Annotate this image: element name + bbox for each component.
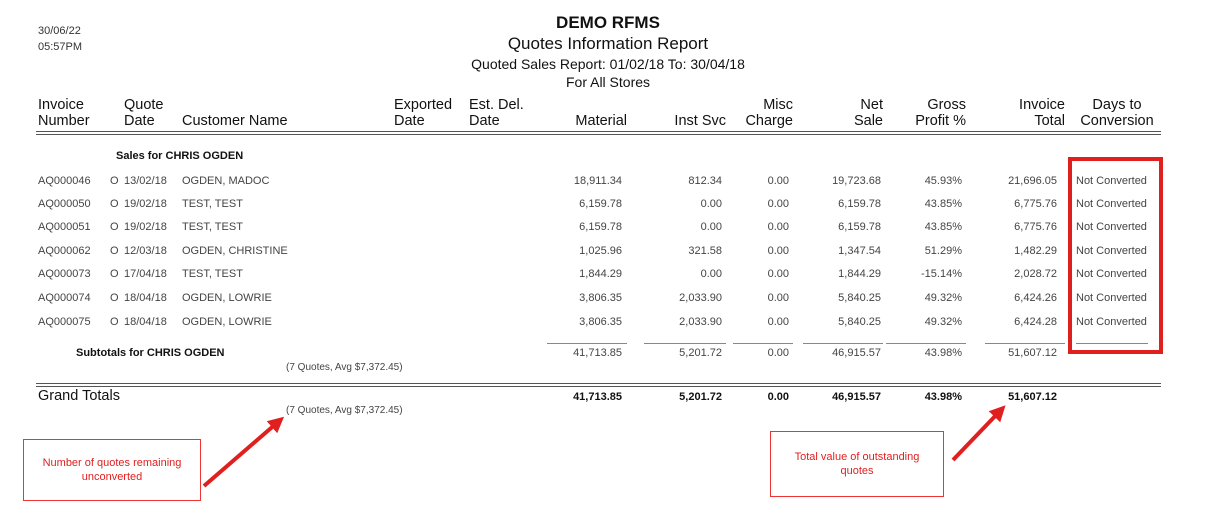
customer-name: OGDEN, MADOC <box>182 175 270 187</box>
inst-svc-value: 321.58 <box>688 245 722 257</box>
customer-name: TEST, TEST <box>182 221 243 233</box>
days-to-conversion-value: Not Converted <box>1076 175 1147 187</box>
invoice-total-value: 6,424.28 <box>1014 316 1057 328</box>
header-invoice-number: Invoice Number <box>38 97 90 129</box>
quote-date: 17/04/18 <box>124 268 167 280</box>
quote-date: 12/03/18 <box>124 245 167 257</box>
net-sale-value: 1,347.54 <box>838 245 881 257</box>
misc-charge-value: 0.00 <box>767 198 789 210</box>
arrow-to-grand-summary <box>204 422 278 486</box>
invoice-total-value: 6,775.76 <box>1014 198 1057 210</box>
inst-svc-value: 2,033.90 <box>679 316 722 328</box>
subtotal-invoice-total: 51,607.12 <box>1008 347 1057 359</box>
header-gross-profit: Gross Profit % <box>915 97 966 129</box>
net-sale-value: 1,844.29 <box>838 268 881 280</box>
inst-svc-value: 0.00 <box>700 198 722 210</box>
status-flag: O <box>110 268 119 280</box>
arrow-to-grand-total <box>953 411 1000 460</box>
report-stores: For All Stores <box>565 74 651 90</box>
grand-total-summary: (7 Quotes, Avg $7,372.45) <box>286 405 403 416</box>
material-value: 3,806.35 <box>579 292 622 304</box>
customer-name: OGDEN, LOWRIE <box>182 316 272 328</box>
gross-profit-value: 49.32% <box>924 316 962 328</box>
days-to-conversion-value: Not Converted <box>1076 245 1147 257</box>
subtotal-inst-svc: 5,201.72 <box>679 347 722 359</box>
material-value: 18,911.34 <box>573 175 622 187</box>
misc-charge-value: 0.00 <box>767 316 789 328</box>
material-value: 1,025.96 <box>579 245 622 257</box>
misc-charge-value: 0.00 <box>767 175 789 187</box>
material-value: 1,844.29 <box>579 268 622 280</box>
customer-name: OGDEN, CHRISTINE <box>182 245 288 257</box>
status-flag: O <box>110 245 119 257</box>
invoice-total-value: 2,028.72 <box>1014 268 1057 280</box>
invoice-number: AQ000073 <box>38 268 91 280</box>
invoice-number: AQ000046 <box>38 175 91 187</box>
status-flag: O <box>110 316 119 328</box>
quote-date: 18/04/18 <box>124 292 167 304</box>
inst-svc-value: 0.00 <box>700 221 722 233</box>
grand-total-label: Grand Totals <box>38 388 120 404</box>
inst-svc-value: 812.34 <box>688 175 722 187</box>
material-value: 6,159.78 <box>579 198 622 210</box>
group-label: Sales for CHRIS OGDEN <box>116 150 244 162</box>
status-flag: O <box>110 175 119 187</box>
header-material: Material <box>575 113 627 129</box>
unconverted-quotes-callout-text: Number of quotes remaining unconverted <box>42 457 182 483</box>
report-date: 30/06/22 <box>38 25 81 37</box>
grand-gross-profit: 43.98% <box>924 391 962 403</box>
gross-profit-value: 45.93% <box>924 175 962 187</box>
days-to-conversion-value: Not Converted <box>1076 268 1147 280</box>
outstanding-value-callout-text: Total value of outstanding quotes <box>794 451 920 477</box>
status-flag: O <box>110 292 119 304</box>
days-to-conversion-value: Not Converted <box>1076 221 1147 233</box>
net-sale-value: 6,159.78 <box>838 221 881 233</box>
subtotal-material: 41,713.85 <box>573 347 622 359</box>
header-misc-charge: Misc Charge <box>745 97 793 129</box>
gross-profit-value: 49.32% <box>924 292 962 304</box>
invoice-number: AQ000074 <box>38 292 91 304</box>
inst-svc-value: 2,033.90 <box>679 292 722 304</box>
report-range: Quoted Sales Report: 01/02/18 To: 30/04/18 <box>471 56 745 72</box>
gross-profit-value: 51.29% <box>924 245 962 257</box>
invoice-total-value: 6,424.26 <box>1014 292 1057 304</box>
grand-material: 41,713.85 <box>573 391 622 403</box>
material-value: 6,159.78 <box>579 221 622 233</box>
days-to-conversion-value: Not Converted <box>1076 316 1147 328</box>
invoice-total-value: 6,775.76 <box>1014 221 1057 233</box>
header-quote-date: Quote Date <box>124 97 164 129</box>
subtotal-label: Subtotals for CHRIS OGDEN <box>76 347 225 359</box>
grand-inst-svc: 5,201.72 <box>679 391 722 403</box>
misc-charge-value: 0.00 <box>767 245 789 257</box>
invoice-number: AQ000051 <box>38 221 91 233</box>
subtotal-summary: (7 Quotes, Avg $7,372.45) <box>286 362 403 373</box>
misc-charge-value: 0.00 <box>767 221 789 233</box>
header-customer-name: Customer Name <box>182 113 288 129</box>
net-sale-value: 19,723.68 <box>832 175 881 187</box>
grand-net-sale: 46,915.57 <box>832 391 881 403</box>
invoice-number: AQ000075 <box>38 316 91 328</box>
report-time: 05:57PM <box>38 41 83 53</box>
days-to-conversion-value: Not Converted <box>1076 198 1147 210</box>
header-inst-svc: Inst Svc <box>674 113 726 129</box>
header-est-del-date: Est. Del. Date <box>469 97 524 129</box>
days-to-conversion-value: Not Converted <box>1076 292 1147 304</box>
status-flag: O <box>110 221 119 233</box>
customer-name: TEST, TEST <box>182 198 243 210</box>
header-days-to-conversion: Days to Conversion <box>1080 97 1154 129</box>
subtotal-gross-profit: 43.98% <box>924 347 962 359</box>
header-net-sale: Net Sale <box>853 97 883 129</box>
customer-name: TEST, TEST <box>182 268 243 280</box>
quote-date: 18/04/18 <box>124 316 167 328</box>
gross-profit-value: -15.14% <box>921 268 962 280</box>
quote-date: 19/02/18 <box>124 198 167 210</box>
net-sale-value: 6,159.78 <box>838 198 881 210</box>
customer-name: OGDEN, LOWRIE <box>182 292 272 304</box>
net-sale-value: 5,840.25 <box>838 316 881 328</box>
company-name: DEMO RFMS <box>556 13 660 32</box>
subtotal-net-sale: 46,915.57 <box>832 347 881 359</box>
net-sale-value: 5,840.25 <box>838 292 881 304</box>
gross-profit-value: 43.85% <box>924 198 962 210</box>
invoice-number: AQ000050 <box>38 198 91 210</box>
quote-date: 19/02/18 <box>124 221 167 233</box>
misc-charge-value: 0.00 <box>767 268 789 280</box>
invoice-total-value: 21,696.05 <box>1008 175 1057 187</box>
grand-misc: 0.00 <box>767 391 789 403</box>
status-flag: O <box>110 198 119 210</box>
report-title: Quotes Information Report <box>507 34 709 53</box>
header-exported-date: Exported Date <box>394 97 453 129</box>
gross-profit-value: 43.85% <box>924 221 962 233</box>
quote-date: 13/02/18 <box>124 175 167 187</box>
grand-invoice-total: 51,607.12 <box>1008 391 1057 403</box>
invoice-number: AQ000062 <box>38 245 91 257</box>
misc-charge-value: 0.00 <box>767 292 789 304</box>
inst-svc-value: 0.00 <box>700 268 722 280</box>
header-invoice-total: Invoice Total <box>1019 97 1065 129</box>
material-value: 3,806.35 <box>579 316 622 328</box>
subtotal-misc: 0.00 <box>767 347 789 359</box>
invoice-total-value: 1,482.29 <box>1014 245 1057 257</box>
